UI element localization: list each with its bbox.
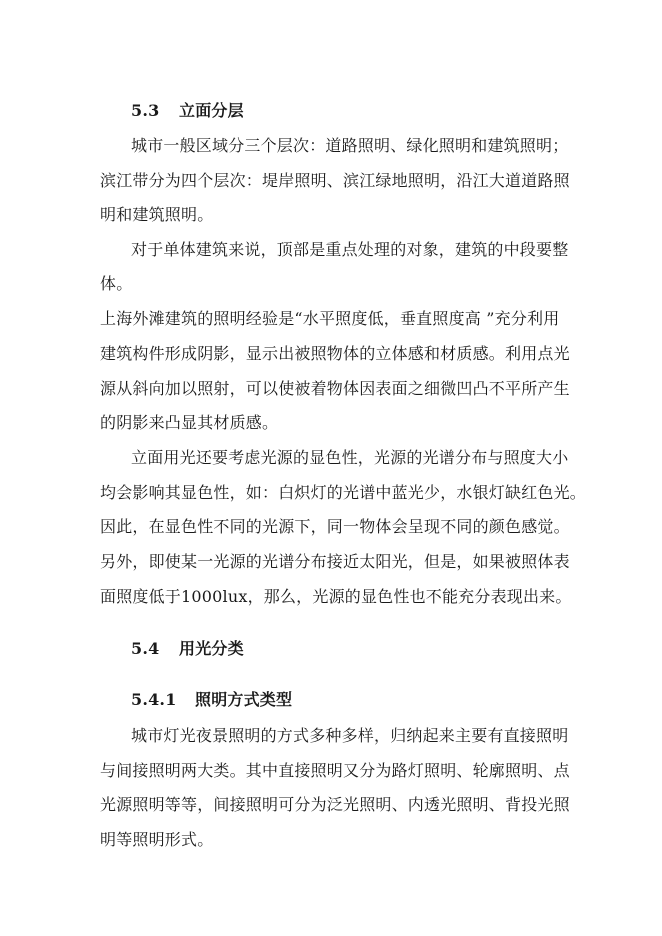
section-number: 5.4	[131, 639, 160, 658]
section-title: 立面分层	[179, 101, 244, 120]
paragraph-line: 与间接照明两大类。其中直接照明又分为路灯照明、轮廓照明、点	[100, 761, 570, 780]
section-title: 用光分类	[179, 639, 244, 658]
paragraph-line: 另外，即使某一光源的光谱分布接近太阳光，但是，如果被照体表	[100, 552, 570, 571]
section-title: 照明方式类型	[195, 690, 293, 709]
paragraph-line: 光源照明等等，间接照明可分为泛光照明、内透光照明、背投光照	[100, 795, 570, 814]
section-number: 5.4.1	[131, 690, 177, 709]
section-heading-5-4	[131, 639, 591, 659]
paragraph-line: 城市灯光夜景照明的方式多种多样，归纳起来主要有直接照明	[131, 726, 569, 745]
paragraph-line: 立面用光还要考虑光源的显色性，光源的光谱分布与照度大小	[131, 448, 569, 467]
paragraph-line: 面照度低于1000lux，那么，光源的显色性也不能充分表现出来。	[100, 587, 572, 606]
paragraph-line: 源从斜向加以照射，可以使被着物体因表面之细微凹凸不平所产生	[100, 379, 570, 398]
subsection-heading-5-4-1	[131, 690, 591, 710]
paragraph-line: 的阴影来凸显其材质感。	[100, 413, 279, 432]
paragraph-line: 上海外滩建筑的照明经验是“水平照度低，垂直照度高 ”充分利用	[100, 309, 560, 328]
paragraph-line: 明等照明形式。	[100, 830, 214, 849]
paragraph-line: 因此，在显色性不同的光源下，同一物体会呈现不同的颜色感觉。	[100, 517, 570, 536]
paragraph-line: 建筑构件形成阴影，显示出被照物体的立体感和材质感。利用点光	[100, 344, 570, 363]
paragraph-line: 体。	[100, 274, 133, 293]
paragraph-line: 均会影响其显色性，如：白炽灯的光谱中蓝光少，水银灯缺红色光。	[100, 483, 587, 502]
section-number: 5.3	[131, 101, 160, 120]
paragraph-line: 明和建筑照明。	[100, 205, 214, 224]
section-heading-5-3	[131, 101, 591, 121]
paragraph-line: 城市一般区域分三个层次：道路照明、绿化照明和建筑照明；	[131, 136, 569, 155]
paragraph-line: 对于单体建筑来说，顶部是重点处理的对象，建筑的中段要整	[131, 240, 569, 259]
paragraph-line: 滨江带分为四个层次：堤岸照明、滨江绿地照明，沿江大道道路照	[100, 171, 570, 190]
